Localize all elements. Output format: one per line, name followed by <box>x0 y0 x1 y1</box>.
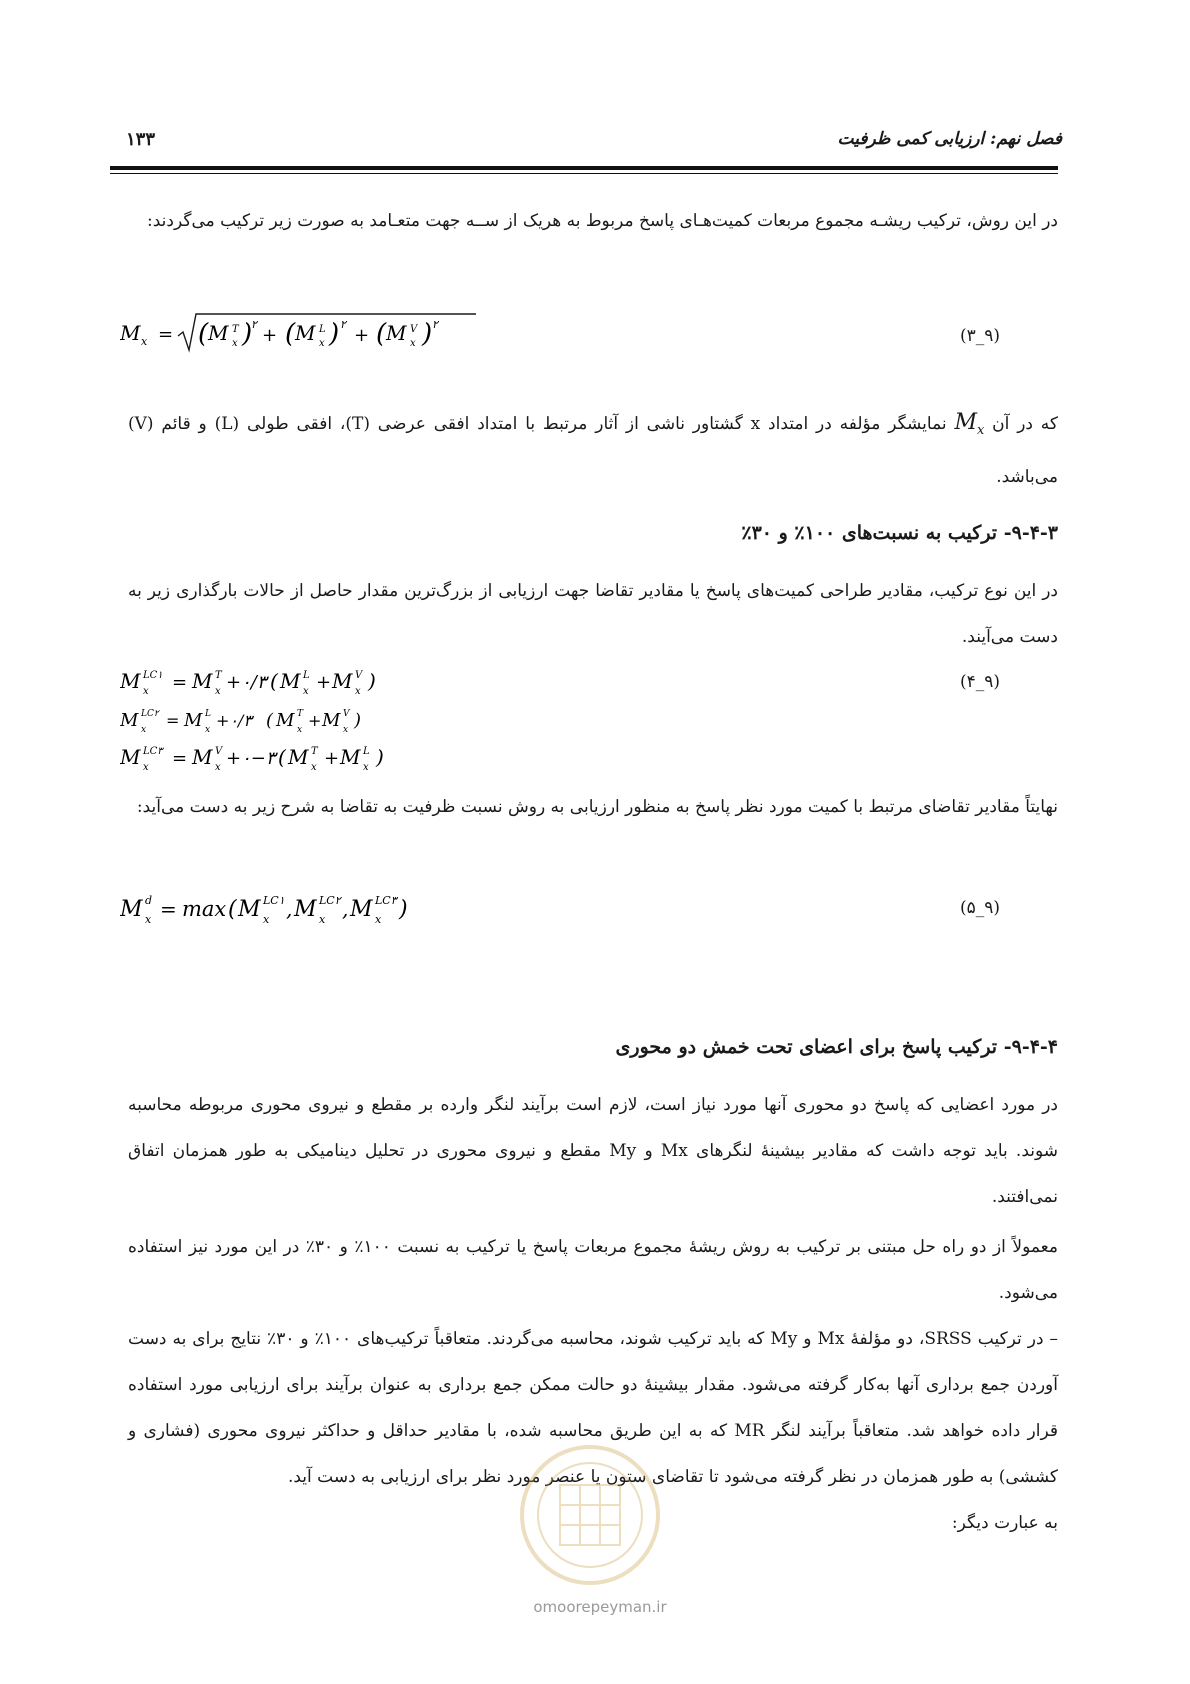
svg-text:M: M <box>386 321 407 345</box>
svg-text:x: x <box>319 913 326 926</box>
svg-text:x: x <box>297 725 303 735</box>
section-9-4-3-paragraph-2: نهایتاً مقادیر تقاضای مرتبط با کمیت مورد نظر پاسخ به منظور ارزیابی به روش نسبت ظرفیت به تقاضا به شرح زیر به دست می‌آید: <box>136 797 1058 817</box>
svg-text:M: M <box>120 710 139 731</box>
section-heading-9-4-4: ۹-۴-۴- ترکیب پاسخ برای اعضای تحت خمش دو محوری <box>615 1036 1058 1058</box>
svg-text:(: ( <box>198 319 209 349</box>
svg-text:x: x <box>303 686 309 697</box>
svg-text:x: x <box>141 335 148 348</box>
svg-text:(: ( <box>228 897 237 922</box>
svg-text:LC۱: LC۱ <box>143 670 163 681</box>
svg-text:x: x <box>205 725 211 735</box>
svg-text:): ) <box>368 669 376 693</box>
svg-text:+: + <box>308 711 322 730</box>
svg-text:x: x <box>232 338 238 349</box>
svg-text:x: x <box>141 725 147 735</box>
svg-text:x: x <box>215 686 221 697</box>
equation-9-5-number: (۹_۵) <box>960 898 1001 918</box>
svg-text:T: T <box>232 324 239 335</box>
svg-text:x: x <box>143 686 149 697</box>
svg-text:LC۲: LC۲ <box>319 894 341 907</box>
svg-text:=: = <box>166 711 180 730</box>
svg-text:max: max <box>182 897 227 921</box>
section-9-4-4-paragraph-2: معمولاً از دو راه حل مبتنی بر ترکیب به روش ریشۀ مجموع مربعات پاسخ یا ترکیب به نسبت ۱۰۰٪ و ۳۰٪ در این مورد نیز استفاده می‌شود. <box>128 1237 1058 1303</box>
svg-text:x: x <box>215 762 221 773</box>
svg-text:LC۱: LC۱ <box>263 894 285 907</box>
equation-9-4-number: (۹_۴) <box>960 672 1001 692</box>
svg-text:M: M <box>120 321 141 345</box>
svg-text:x: x <box>311 762 317 773</box>
svg-text:V: V <box>355 670 363 681</box>
svg-text:۲: ۲ <box>251 318 257 331</box>
mx-explanation-prefix: که در آن <box>992 414 1059 434</box>
svg-text:T: T <box>297 709 304 719</box>
page-number: ۱۳۳ <box>126 129 156 150</box>
svg-text:M: M <box>120 669 141 693</box>
svg-text:V: V <box>410 324 418 335</box>
svg-text:(: ( <box>376 319 387 349</box>
svg-text:L: L <box>205 709 211 719</box>
svg-text:(: ( <box>278 745 286 769</box>
svg-text:x: x <box>343 725 349 735</box>
intro-paragraph: در این روش، ترکیب ریشـه مجموع مربعات کمیت‌هـای پاسخ مربوط به هریک از ســه جهت متعـامد به صورت زیر ترکیب می‌گردند: <box>147 211 1058 231</box>
svg-text:M: M <box>120 745 141 769</box>
svg-text:x: x <box>263 913 270 926</box>
svg-text:x: x <box>375 913 382 926</box>
svg-text:x: x <box>355 686 361 697</box>
svg-text:M: M <box>288 745 309 769</box>
svg-text:+: + <box>262 325 278 346</box>
header-rule-thick <box>110 166 1058 170</box>
svg-text:,: , <box>286 897 293 921</box>
svg-text:۲: ۲ <box>340 318 346 331</box>
svg-text:M: M <box>184 710 203 731</box>
svg-text:+: + <box>324 748 340 769</box>
svg-text:d: d <box>145 894 153 907</box>
svg-text:(: ( <box>266 710 274 731</box>
svg-text:): ) <box>354 710 362 731</box>
svg-text:V: V <box>343 709 350 719</box>
svg-text:): ) <box>242 319 253 349</box>
equation-9-4-lc1-svg <box>120 664 460 698</box>
svg-text:x: x <box>410 338 416 349</box>
svg-text:M: M <box>295 321 316 345</box>
svg-text:T: T <box>311 746 318 757</box>
mx-explanation-paragraph <box>128 400 1058 500</box>
svg-text:+۰/۳: +۰/۳ <box>216 711 252 730</box>
svg-text:L: L <box>363 746 370 757</box>
svg-text:=: = <box>160 897 177 921</box>
svg-text:LC۳: LC۳ <box>143 746 163 757</box>
svg-text:+۰/۳: +۰/۳ <box>226 672 267 693</box>
equation-9-4-lc1 <box>120 664 460 703</box>
svg-text:): ) <box>329 319 340 349</box>
equation-9-4-lc2 <box>120 702 460 741</box>
header-rule-thin <box>110 173 1058 174</box>
section-9-4-4-paragraph-4: به عبارت دیگر: <box>951 1513 1058 1533</box>
equation-9-3-number: (۹_۳) <box>960 326 1001 346</box>
svg-text:L: L <box>303 670 310 681</box>
svg-text:(: ( <box>270 669 278 693</box>
equation-9-4-lc3-svg <box>120 740 460 774</box>
equation-9-4-lc2-svg <box>120 702 460 736</box>
section-heading-9-4-3: ۹-۴-۳- ترکیب به نسبت‌های ۱۰۰٪ و ۳۰٪ <box>741 522 1058 544</box>
svg-text:M: M <box>294 897 317 922</box>
equation-9-4-lc3 <box>120 740 460 779</box>
svg-text:x: x <box>363 762 369 773</box>
svg-text:=: = <box>172 748 188 769</box>
svg-text:M: M <box>322 710 341 731</box>
svg-text:=: = <box>158 324 174 345</box>
svg-text:x: x <box>143 762 149 773</box>
svg-text:L: L <box>319 324 326 335</box>
watermark-text: omoorepeyman.ir <box>533 1598 667 1616</box>
mx-symbol: $M_x$ <box>954 410 985 438</box>
section-9-4-4-paragraph-3: – در ترکیب SRSS، دو مؤلفۀ Mx و My که باید ترکیب شوند، محاسبه می‌گردند. متعاقباً ترکیب‌های ۱۰۰٪ و ۳۰٪ نتایج برای به دست آوردن جمع برداری آنها به‌کار گرفته می‌شود. مقدار بیشینۀ دو حالت ممکن جمع برداری به عنوان برآیند برای ارزیابی مورد استفاده قرار داده خواهد شد. متعاقباً برآیند لنگر MR که به این طریق محاسبه شده، با مقادیر حداقل و حداکثر نیروی محوری (فشاری و کششی) به طور همزمان در نظر گرفته می‌شود تا تقاضای ستون یا عنصر مورد نظر برای ارزیابی به دست آید. <box>128 1329 1058 1487</box>
section-9-4-4-paragraph-1: در مورد اعضایی که پاسخ دو محوری آنها مورد نیاز است، لازم است برآیند لنگر وارده بر مقطع و نیروی محوری مربوطه محاسبه شوند. باید توجه داشت که مقادیر بیشینۀ لنگرهای Mx و My مقطع و نیروی محوری در تحلیل دینامیکی به طور همزمان اتفاق نمی‌افتند. <box>128 1095 1059 1207</box>
svg-text:+: + <box>316 672 332 693</box>
equation-9-3-svg <box>120 310 480 354</box>
svg-text:LC۳: LC۳ <box>375 894 397 907</box>
equation-9-5 <box>120 888 480 933</box>
svg-text:+۰−۳: +۰−۳ <box>226 748 276 769</box>
svg-text:=: = <box>172 672 188 693</box>
svg-text:x: x <box>145 913 152 926</box>
svg-text:LC۲: LC۲ <box>141 709 159 719</box>
svg-text:M: M <box>276 710 295 731</box>
chapter-title: فصل نهم: ارزیابی کمی ظرفیت <box>837 129 1062 149</box>
svg-text:M: M <box>120 897 143 922</box>
svg-text:M: M <box>208 321 229 345</box>
svg-text:+: + <box>354 325 370 346</box>
equation-9-3 <box>120 310 480 359</box>
svg-text:x: x <box>319 338 325 349</box>
svg-text:۲: ۲ <box>432 318 438 331</box>
svg-text:M: M <box>340 745 361 769</box>
svg-text:,: , <box>342 897 349 921</box>
svg-text:V: V <box>215 746 223 757</box>
svg-text:): ) <box>376 745 384 769</box>
svg-text:M: M <box>350 897 373 922</box>
svg-text:(: ( <box>285 319 296 349</box>
watermark-logo-icon <box>490 1440 690 1590</box>
svg-text:M: M <box>192 745 213 769</box>
svg-text:): ) <box>422 319 433 349</box>
equation-9-5-svg <box>120 888 480 928</box>
svg-text:M: M <box>280 669 301 693</box>
svg-text:): ) <box>399 897 408 922</box>
section-9-4-3-paragraph-1: در این نوع ترکیب، مقادیر طراحی کمیت‌های پاسخ یا مقادیر تقاضا جهت ارزیابی از بزرگ‌ترین مقدار حاصل از حالات بارگذاری زیر به دست می‌آیند. <box>128 581 1058 647</box>
svg-text:M: M <box>332 669 353 693</box>
mx-explanation-suffix: نمایشگر مؤلفه در امتداد x گشتاور ناشی از آثار مرتبط با امتداد افقی عرضی (T)، افقی طولی (L) و قائم (V) می‌باشد. <box>128 414 1058 487</box>
svg-text:M: M <box>192 669 213 693</box>
svg-text:M: M <box>238 897 261 922</box>
svg-text:T: T <box>215 670 222 681</box>
